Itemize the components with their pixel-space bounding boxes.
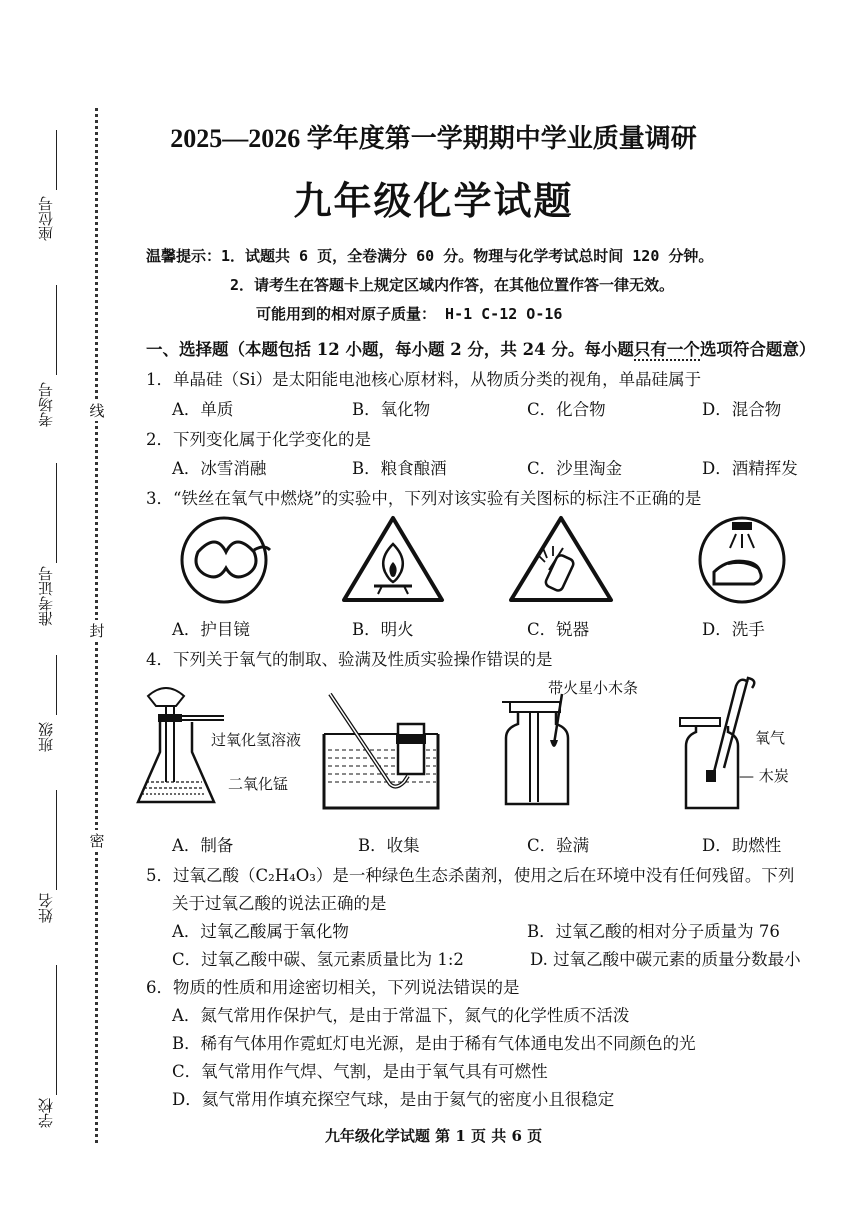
label-mno2: 二氧化锰: [228, 775, 289, 793]
q3-option-b: B．明火: [352, 620, 414, 639]
tip-line-2: 2．请考生在答题卡上规定区域内作答，在其他位置作答一律无效。: [230, 276, 675, 294]
q3-option-a: A．护目镜: [172, 620, 250, 639]
q2-option-d: D．酒精挥发: [702, 459, 798, 478]
sharp-object-icon: [505, 512, 617, 608]
open-flame-icon: [338, 512, 448, 608]
class-label: 班级: [37, 722, 55, 752]
q3-option-c: C．锐器: [527, 620, 590, 639]
q5-option-b: B．过氧乙酸的相对分子质量为 76: [527, 922, 780, 941]
q6-option-a: A．氮气常用作保护气，是由于常温下，氮气的化学性质不活泼: [172, 1006, 630, 1025]
q5-stem-line-2: 关于过氧乙酸的说法正确的是: [172, 894, 387, 913]
ticket-label: 准考证号: [37, 566, 55, 626]
q6-option-b: B．稀有气体用作霓虹灯电光源，是由于稀有气体通电发出不同颜色的光: [172, 1034, 696, 1053]
q4-option-d: D．助燃性: [702, 836, 782, 855]
goggles-icon: [176, 512, 276, 608]
q1-option-b: B．氧化物: [352, 400, 431, 419]
q5-option-a: A．过氧乙酸属于氧化物: [172, 922, 349, 941]
q3-stem: 3．“铁丝在氧气中燃烧”的实验中，下列对该实验有关图标的标注不正确的是: [146, 489, 702, 508]
page-footer: 九年级化学试题 第 1 页 共 6 页: [324, 1127, 543, 1145]
q6-stem: 6．物质的性质和用途密切相关，下列说法错误的是: [146, 978, 520, 997]
section-heading-emphasis: 只有一个: [633, 340, 700, 359]
apparatus-verification-figure: [500, 690, 580, 810]
label-splint: 带火星小木条: [548, 679, 639, 697]
q1-option-c: C．化合物: [527, 400, 606, 419]
q4-option-c: C．验满: [527, 836, 590, 855]
wash-hands-icon: [694, 512, 792, 608]
name-label: 姓名: [37, 893, 55, 923]
room-line: [56, 285, 57, 375]
q6-option-d: D．氦气常用作填充探空气球，是由于氦气的密度小且很稳定: [172, 1090, 615, 1109]
q1-option-a: A．单质: [172, 400, 234, 419]
q2-option-a: A．冰雪消融: [172, 459, 267, 478]
section-heading: [146, 336, 815, 360]
tip-line-3: 可能用到的相对原子质量： H-1 C-12 O-16: [256, 305, 563, 323]
tip-line-1: 温馨提示：1．试题共 6 页，全卷满分 60 分。物理与化学考试总时间 120 分钟。: [146, 247, 714, 265]
label-charcoal-text: 木炭: [758, 767, 789, 785]
room-label: 考场号: [37, 382, 55, 427]
q6-option-c: C．氧气常用作气焊、气割，是由于氧气具有可燃性: [172, 1062, 548, 1081]
q3-option-d: D．洗手: [702, 620, 765, 639]
class-line: [56, 655, 57, 715]
q5-option-c: C．过氧乙酸中碳、氢元素质量比为 1:2: [172, 950, 464, 969]
school-label: 学校: [37, 1098, 55, 1128]
q4-option-a: A．制备: [172, 836, 234, 855]
q4-stem: 4．下列关于氧气的制取、验满及性质实验操作错误的是: [146, 650, 553, 669]
label-h2o2: 过氧化氢溶液: [211, 731, 302, 749]
school-line: [56, 965, 57, 1095]
exam-title: 2025—2026 学年度第一学期期中学业质量调研: [170, 124, 697, 153]
apparatus-collection-figure: [318, 690, 446, 810]
label-charcoal: — 木炭: [739, 767, 789, 785]
seal-mark-line: 线: [89, 402, 105, 420]
q5-stem-line-1: 5．过氧乙酸（C₂H₄O₃）是一种绿色生态杀菌剂，使用之后在环境中没有任何残留。下列: [146, 866, 795, 885]
seat-label: 座位号: [37, 196, 55, 241]
q2-option-b: B．粮食酿酒: [352, 459, 447, 478]
q1-stem: 1．单晶硅（Si）是太阳能电池核心原材料，从物质分类的视角，单晶硅属于: [146, 370, 702, 389]
q2-option-c: C．沙里淘金: [527, 459, 623, 478]
section-heading-part-b: 选项符合题意）: [699, 340, 816, 359]
q1-option-d: D．混合物: [702, 400, 782, 419]
section-heading-part-a: 一、选择题（本题包括 12 小题，每小题 2 分，共 24 分。每小题: [146, 340, 634, 359]
label-oxygen: 氧气: [755, 729, 786, 747]
q2-stem: 2．下列变化属于化学变化的是: [146, 430, 371, 449]
exam-subject-title: 九年级化学试题: [293, 178, 574, 223]
apparatus-combustion-figure: [676, 674, 766, 810]
seal-mark-secret: 密: [89, 832, 105, 850]
name-line: [56, 790, 57, 890]
ticket-line: [56, 463, 57, 563]
q5-option-d: D. 过氧乙酸中碳元素的质量分数最小: [530, 950, 801, 969]
seal-mark-seal: 封: [89, 622, 105, 640]
q4-option-b: B．收集: [358, 836, 420, 855]
